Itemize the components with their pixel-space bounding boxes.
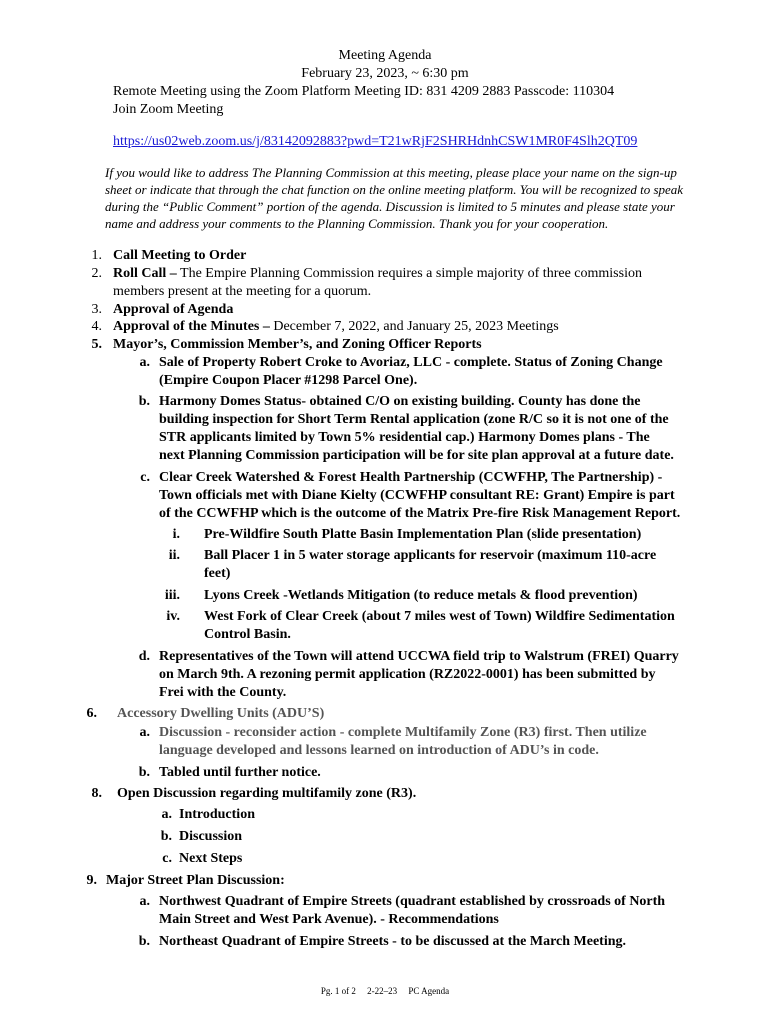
subitem-text: Lyons Creek -Wetlands Mitigation (to reduce metals & flood prevention) <box>204 588 638 603</box>
subitem-text: Northeast Quadrant of Empire Streets - to be discussed at the March Meeting. <box>159 934 627 949</box>
item-number: 5. <box>91 337 102 352</box>
subitem-text: on March 9th. A rezoning permit application (RZ2022-0001) has been submitted by <box>159 667 656 682</box>
subitem-text: STR applicants limited by Town 5% residential cap.) Harmony Domes plans - The <box>159 430 650 445</box>
subitem-text: West Fork of Clear Creek (about 7 miles west of Town) Wildfire Sedimentation <box>204 609 675 624</box>
subitem-letter: b. <box>138 394 150 409</box>
item-title: Roll Call – <box>113 266 177 281</box>
subitem-letter: a. <box>161 807 172 822</box>
item-text: members present at the meeting for a quorum. <box>113 284 372 299</box>
subitem-letter: a. <box>139 894 150 909</box>
page-footer: Pg. 1 of 2 2-22–23 PC Agenda <box>320 986 450 996</box>
item-approval-minutes <box>113 319 559 335</box>
item-number: 9. <box>86 873 97 888</box>
join-zoom-label: Join Zoom Meeting <box>113 102 224 117</box>
subitem-letter: a. <box>139 725 150 740</box>
subitem-letter: d. <box>138 649 150 664</box>
roman-numeral: iv. <box>166 609 180 624</box>
subitem-text: Ball Placer 1 in 5 water storage applicants for reservoir (maximum 110-acre <box>204 548 657 563</box>
subitem-letter: b. <box>160 829 172 844</box>
page-title: Meeting Agenda <box>338 48 432 63</box>
item-number: 2. <box>91 266 102 281</box>
item-title: Approval of the Minutes – <box>113 319 270 334</box>
notice-line: If you would like to address The Planning Commission at this meeting, please place your name on the sign-up <box>105 165 677 180</box>
notice-line: name and address your comments to the Planning Commission. Thank you for your cooperation. <box>105 216 609 231</box>
subitem-text: language developed and lessons learned on introduction of ADU’s in code. <box>159 743 599 758</box>
roman-numeral: i. <box>172 527 180 542</box>
item-roll-call <box>113 266 642 282</box>
item-reports: Mayor’s, Commission Member’s, and Zoning Officer Reports <box>113 337 482 352</box>
item-street-plan: Major Street Plan Discussion: <box>106 873 285 888</box>
subitem-text: Next Steps <box>179 851 243 866</box>
subitem-text: Control Basin. <box>204 627 291 642</box>
subitem-letter: b. <box>138 765 150 780</box>
subitem-text: Clear Creek Watershed & Forest Health Partnership (CCWFHP, The Partnership) - <box>159 470 663 485</box>
notice-line: sheet or indicate that through the chat function on the online meeting platform. You will be recognized to speak <box>105 182 684 197</box>
subitem-text: Tabled until further notice. <box>159 765 321 780</box>
subitem-text: Pre-Wildfire South Platte Basin Implementation Plan (slide presentation) <box>204 527 642 542</box>
subitem-text: Discussion - reconsider action - complete Multifamily Zone (R3) first. Then utilize <box>159 725 647 740</box>
subitem-text: next Planning Commission participation will be for site plan approval at a future date. <box>159 448 674 463</box>
subitem-letter: b. <box>138 934 150 949</box>
zoom-meeting-link[interactable]: https://us02web.zoom.us/j/83142092883?pwd=T21wRjF2SHRHdnhCSW1MR0F4Slh2QT09 <box>113 134 638 149</box>
notice-line: during the “Public Comment” portion of the agenda. Discussion is limited to 5 minutes and please state your <box>105 199 675 214</box>
item-call-to-order: Call Meeting to Order <box>113 248 247 263</box>
subitem-text: Representatives of the Town will attend UCCWA field trip to Walstrum (FREI) Quarry <box>159 649 679 664</box>
item-number: 8. <box>91 786 102 801</box>
subitem-text: Harmony Domes Status- obtained C/O on existing building. County has done the <box>159 394 641 409</box>
item-approval-agenda: Approval of Agenda <box>113 302 234 317</box>
subitem-text: feet) <box>204 566 231 581</box>
subitem-text: of the CCWFHP which is the outcome of the Matrix Pre-fire Risk Management Report. <box>159 506 681 521</box>
item-text: December 7, 2022, and January 25, 2023 Meetings <box>269 319 559 334</box>
roman-numeral: iii. <box>164 588 180 603</box>
subitem-text: Discussion <box>179 829 243 844</box>
item-adu: Accessory Dwelling Units (ADU’S) <box>117 706 325 721</box>
meeting-date: February 23, 2023, ~ 6:30 pm <box>301 66 469 81</box>
subitem-letter: c. <box>140 470 150 485</box>
subitem-letter: c. <box>162 851 172 866</box>
subitem-text: Introduction <box>179 807 255 822</box>
subitem-text: Northwest Quadrant of Empire Streets (quadrant established by crossroads of North <box>159 894 666 909</box>
item-number: 6. <box>86 706 97 721</box>
subitem-letter: a. <box>139 355 150 370</box>
subitem-text: Town officials met with Diane Kielty (CCWFHP consultant RE: Grant) Empire is part <box>159 488 675 503</box>
item-text: The Empire Planning Commission requires a simple majority of three commission <box>176 266 642 281</box>
subitem-text: Main Street and West Park Avenue). - Recommendations <box>159 912 499 927</box>
subitem-text: building inspection for Short Term Rental application (zone R/C so it is not one of the <box>159 412 669 427</box>
subitem-text: Sale of Property Robert Croke to Avoriaz, LLC - complete. Status of Zoning Change <box>159 355 663 370</box>
item-multifamily: Open Discussion regarding multifamily zone (R3). <box>117 786 417 801</box>
item-number: 3. <box>91 302 102 317</box>
roman-numeral: ii. <box>168 548 180 563</box>
subitem-text: (Empire Coupon Placer #1298 Parcel One). <box>159 373 418 388</box>
item-number: 4. <box>91 319 102 334</box>
remote-meeting-info: Remote Meeting using the Zoom Platform Meeting ID: 831 4209 2883 Passcode: 110304 <box>113 84 615 99</box>
item-number: 1. <box>91 248 102 263</box>
subitem-text: Frei with the County. <box>159 685 287 700</box>
